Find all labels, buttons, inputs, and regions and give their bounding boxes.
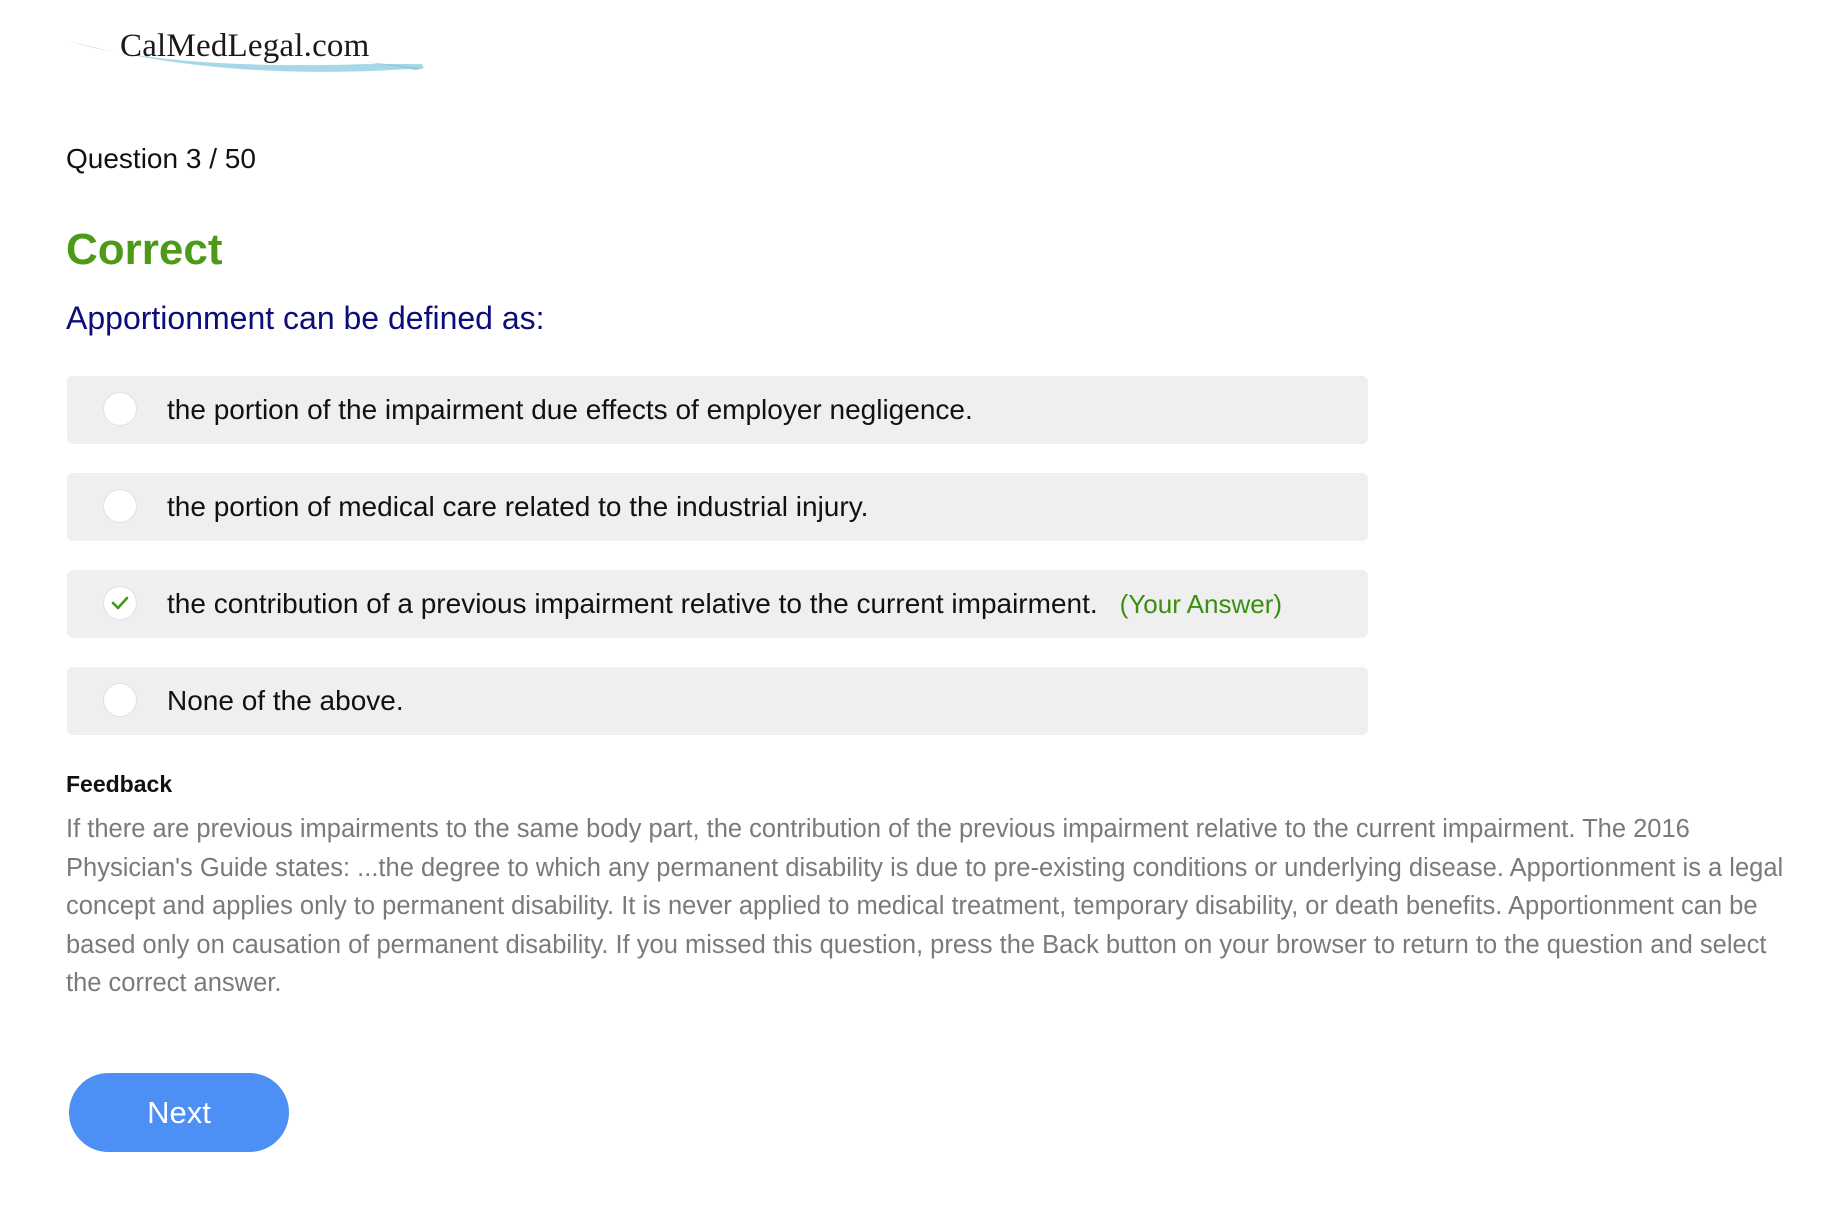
answer-option-label: the portion of medical care related to the industrial injury. (167, 491, 869, 522)
result-status: Correct (66, 225, 223, 274)
answer-option-2[interactable] (67, 473, 1368, 541)
answer-option-text: the contribution of a previous impairment relative to the current impairment. (167, 588, 1098, 619)
answer-option-label: the portion of the impairment due effects of employer negligence. (167, 394, 973, 425)
answer-options (67, 376, 1368, 764)
radio-empty-icon[interactable] (103, 489, 137, 523)
feedback-text: If there are previous impairments to the same body part, the contribution of the previous impairment relative to the current impairment. The 2016 Physician's Guide states: ...the degree to which any permanent disability is due to pre-existing conditions or underlying disease. Apportionment is a legal concept and applies only to permanent disability. It is never applied to medical treatment, temporary disability, or death benefits. Apportionment can be based only on causation of permanent disability. If you missed this question, press the Back button on your browser to return to the question and select the correct answer. (66, 815, 1784, 998)
answer-option-4[interactable] (67, 667, 1368, 735)
feedback-heading: Feedback (66, 771, 173, 797)
answer-option-1[interactable] (67, 376, 1368, 444)
logo-text: CalMedLegal.com (120, 28, 370, 64)
question-text: Apportionment can be defined as: (66, 300, 545, 336)
site-logo[interactable] (66, 22, 426, 92)
answer-option-label (167, 570, 1282, 638)
radio-empty-icon[interactable] (103, 392, 137, 426)
answer-option-3[interactable] (67, 570, 1368, 638)
radio-empty-icon[interactable] (103, 683, 137, 717)
question-counter: Question 3 / 50 (66, 143, 256, 174)
check-icon[interactable] (103, 586, 137, 620)
next-button[interactable]: Next (69, 1073, 289, 1152)
your-answer-tag: (Your Answer) (1119, 589, 1283, 619)
answer-option-label: None of the above. (167, 685, 404, 716)
